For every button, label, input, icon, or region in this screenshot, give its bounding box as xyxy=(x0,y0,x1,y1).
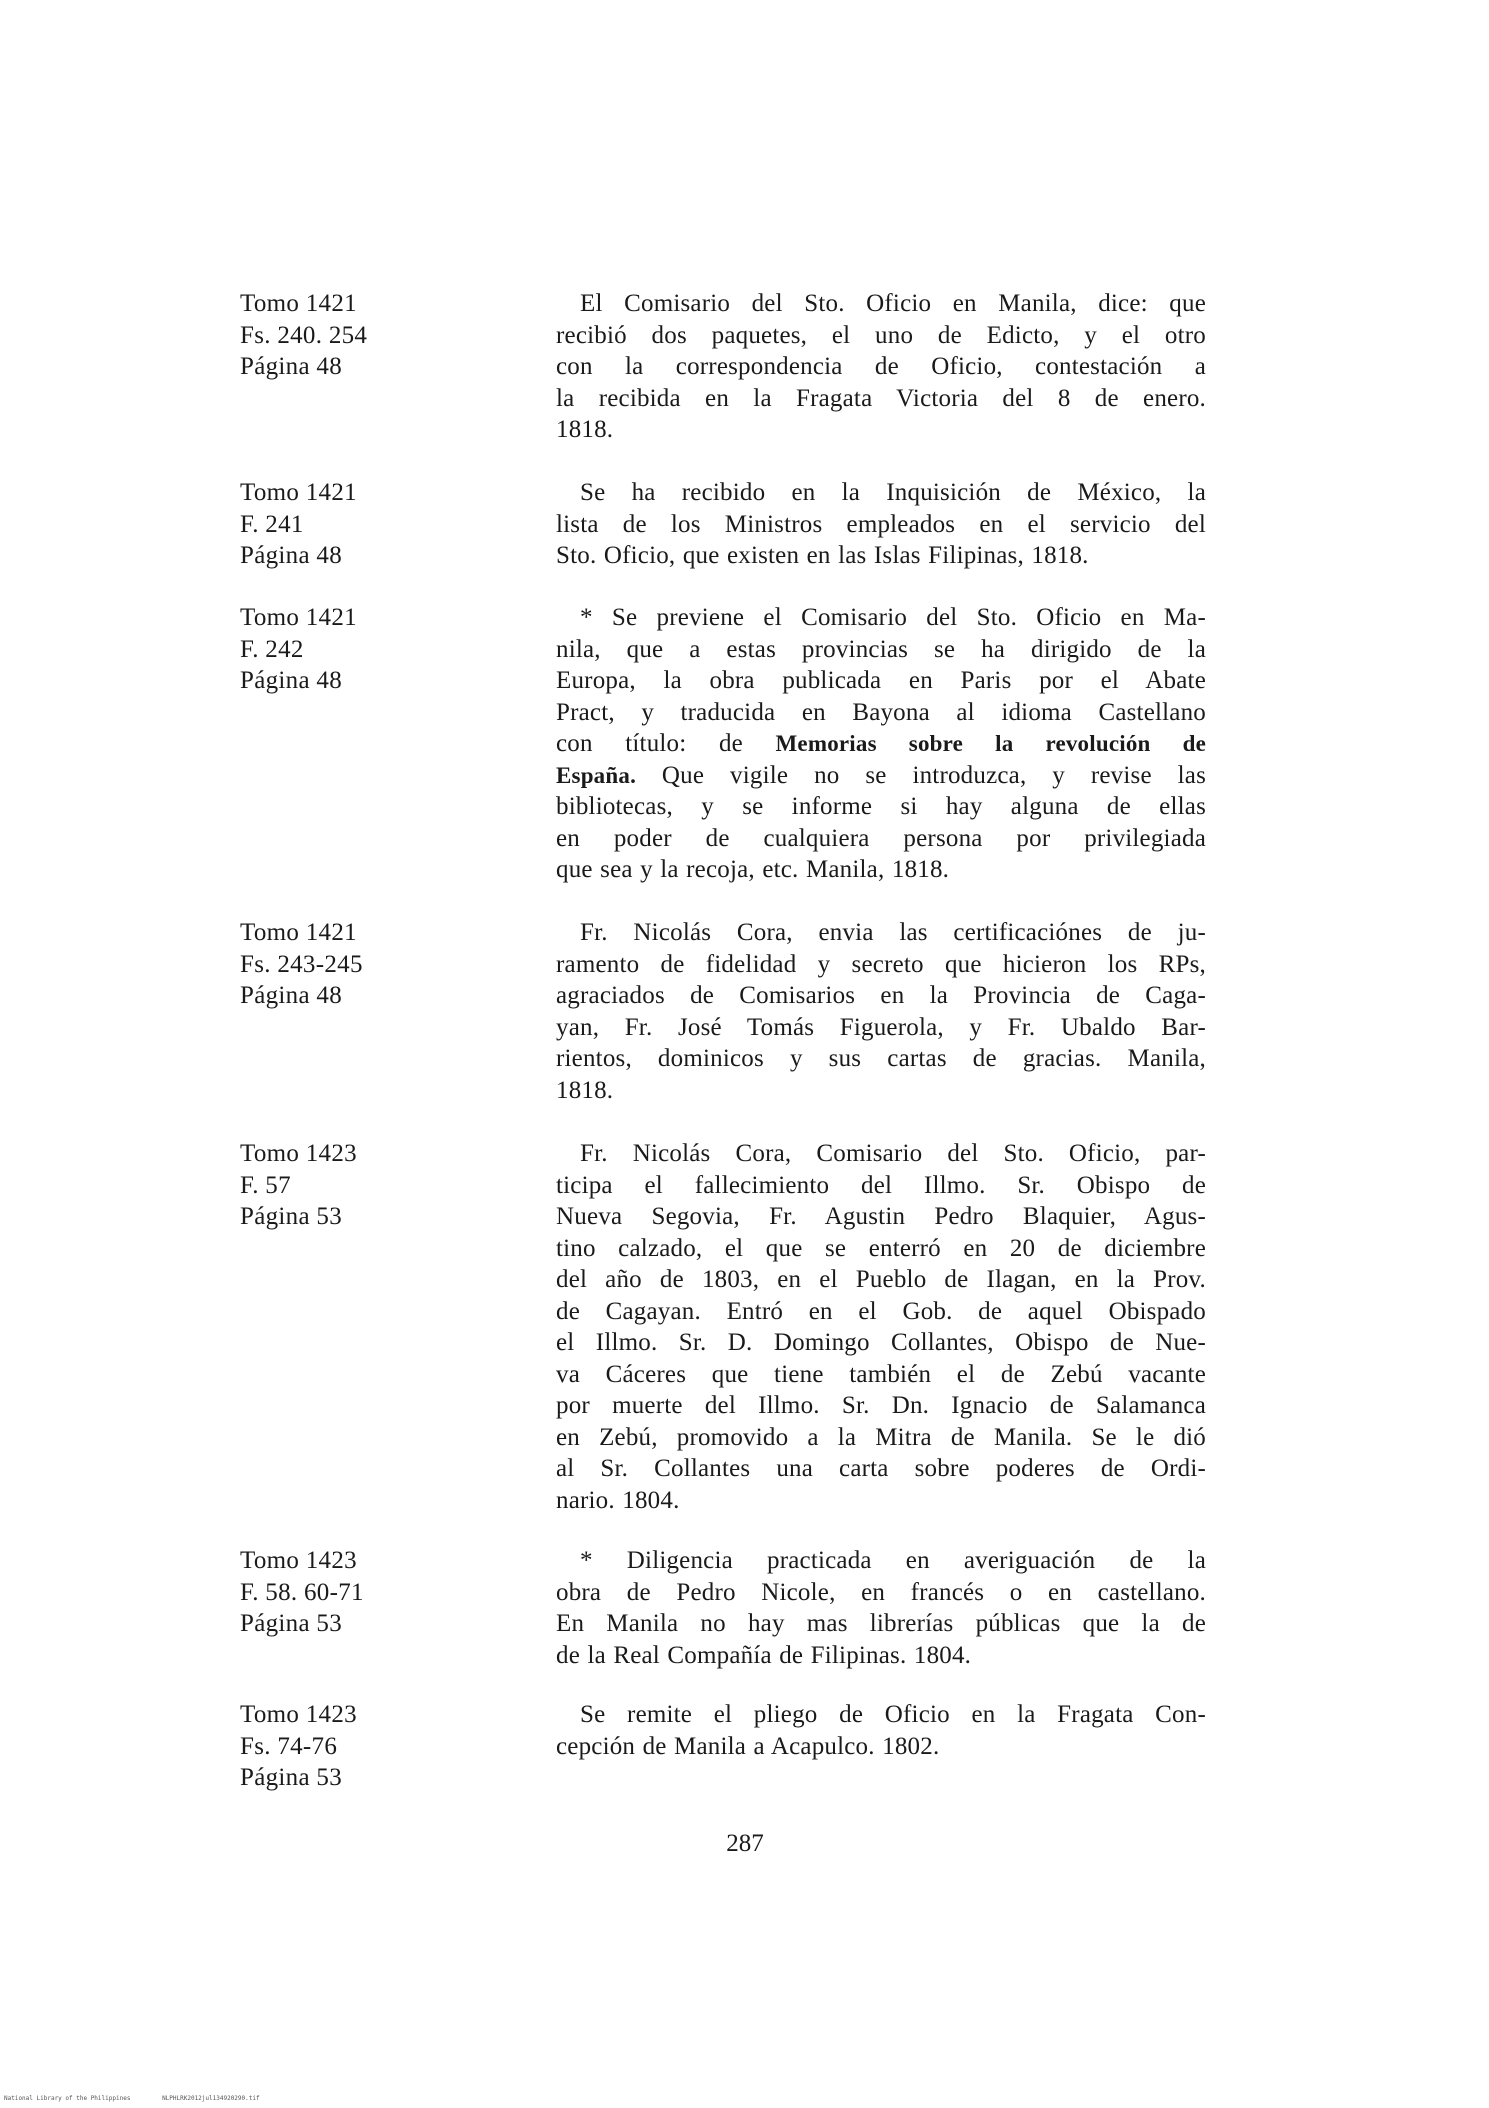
ref-tomo: Tomo 1421 xyxy=(240,479,357,506)
text-line: por muerte del Illmo. Sr. Dn. Ignacio de Salamanca xyxy=(556,1392,1206,1419)
ref-page: Página 48 xyxy=(240,542,342,569)
text-line: Fr. Nicolás Cora, envia las certificaciónes de ju- xyxy=(580,919,1206,946)
book-title-end: España. xyxy=(556,762,637,788)
text-line: en Zebú, promovido a la Mitra de Manila. Se le dió xyxy=(556,1423,1206,1451)
text-line: que sea y la recoja, etc. Manila, 1818. xyxy=(556,856,950,883)
footer-source: National Library of the Philippines xyxy=(4,2095,131,2102)
text-line-with-title xyxy=(556,760,1206,792)
text-line: de la Real Compañía de Filipinas. 1804. xyxy=(556,1641,972,1669)
ref-tomo: Tomo 1421 xyxy=(240,919,357,946)
text-line: de Cagayan. Entró en el Gob. de aquel Obispado xyxy=(556,1297,1206,1325)
text-line: El Comisario del Sto. Oficio en Manila, dice: que xyxy=(580,290,1206,317)
ref-page: Página 53 xyxy=(240,1610,342,1637)
entry-description xyxy=(556,602,1206,886)
footer-filename: NLPHLRK2012jul134920290.tif xyxy=(162,2095,260,2102)
text-line: nario. 1804. xyxy=(556,1486,680,1514)
text-line: Pract, y traducida en Bayona al idioma Castellano xyxy=(556,698,1206,726)
ref-folio: Fs. 240. 254 xyxy=(240,321,368,349)
entry-description xyxy=(556,1138,1206,1516)
text-line: en poder de cualquiera persona por privilegiada xyxy=(556,824,1206,852)
text-line: del año de 1803, en el Pueblo de Ilagan, en la Prov. xyxy=(556,1266,1206,1293)
text-line: cepción de Manila a Acapulco. 1802. xyxy=(556,1732,940,1760)
text-line: 1818. xyxy=(556,1076,614,1104)
text-line: ticipa el fallecimiento del Illmo. Sr. Obispo de xyxy=(556,1171,1206,1199)
text-line: con la correspondencia de Oficio, contestación a xyxy=(556,353,1206,380)
text-line: * Diligencia practicada en averiguación de la xyxy=(580,1547,1206,1574)
book-title: Memorias sobre la revolución de xyxy=(775,731,1206,756)
ref-page: Página 53 xyxy=(240,1203,342,1230)
ref-tomo: Tomo 1423 xyxy=(240,1547,357,1574)
text-line: Europa, la obra publicada en Paris por el Abate xyxy=(556,667,1206,694)
text-line: Se ha recibido en la Inquisición de México, la xyxy=(580,479,1206,506)
page-number: 287 xyxy=(726,1830,764,1857)
archive-reference xyxy=(240,1699,470,1794)
ref-tomo: Tomo 1423 xyxy=(240,1701,357,1728)
text-line: obra de Pedro Nicole, en francés o en castellano. xyxy=(556,1578,1206,1606)
text-line: yan, Fr. José Tomás Figuerola, y Fr. Ubaldo Bar- xyxy=(556,1013,1206,1041)
scan-footer xyxy=(4,2095,288,2102)
text-fragment: Que vigile no se introduzca, y revise las xyxy=(661,761,1207,789)
ref-tomo: Tomo 1423 xyxy=(240,1140,357,1167)
ref-tomo: Tomo 1421 xyxy=(240,290,357,317)
ref-folio: F. 58. 60-71 xyxy=(240,1578,364,1606)
entry-description xyxy=(556,917,1206,1106)
archive-reference xyxy=(240,288,470,383)
ref-folio: F. 57 xyxy=(240,1171,291,1199)
text-line: lista de los Ministros empleados en el servicio del xyxy=(556,510,1206,538)
text-line: tino calzado, el que se enterró en 20 de diciembre xyxy=(556,1234,1206,1262)
ref-folio: Fs. 243-245 xyxy=(240,950,363,978)
text-line-with-title xyxy=(556,728,1206,760)
ref-page: Página 48 xyxy=(240,353,342,380)
text-line: 1818. xyxy=(556,416,614,443)
ref-folio: F. 241 xyxy=(240,510,304,538)
ref-folio: Fs. 74-76 xyxy=(240,1732,338,1760)
text-line: al Sr. Collantes una carta sobre poderes de Ordi- xyxy=(556,1455,1206,1482)
text-fragment: con título: de xyxy=(556,730,743,757)
entry-description xyxy=(556,477,1206,572)
ref-page: Página 48 xyxy=(240,982,342,1009)
text-line: Se remite el pliego de Oficio en la Fragata Con- xyxy=(580,1701,1206,1728)
text-line: Fr. Nicolás Cora, Comisario del Sto. Oficio, par- xyxy=(580,1140,1206,1167)
text-line: * Se previene el Comisario del Sto. Oficio en Ma- xyxy=(580,604,1206,631)
ref-folio: F. 242 xyxy=(240,635,304,663)
archive-reference xyxy=(240,917,470,1012)
text-line: agraciados de Comisarios en la Provincia de Caga- xyxy=(556,982,1206,1009)
ref-tomo: Tomo 1421 xyxy=(240,604,357,631)
archive-reference xyxy=(240,1138,470,1233)
archive-reference xyxy=(240,1545,470,1640)
text-line: Sto. Oficio, que existen en las Islas Filipinas, 1818. xyxy=(556,542,1089,569)
text-line: recibió dos paquetes, el uno de Edicto, y el otro xyxy=(556,321,1206,349)
archive-reference xyxy=(240,477,470,572)
text-line: ramento de fidelidad y secreto que hicieron los RPs, xyxy=(556,950,1206,978)
text-line: Nueva Segovia, Fr. Agustin Pedro Blaquier, Agus- xyxy=(556,1203,1206,1230)
text-line: el Illmo. Sr. D. Domingo Collantes, Obispo de Nue- xyxy=(556,1329,1206,1356)
text-line: bibliotecas, y se informe si hay alguna de ellas xyxy=(556,793,1206,820)
text-line: nila, que a estas provincias se ha dirigido de la xyxy=(556,635,1206,663)
text-line: va Cáceres que tiene también el de Zebú vacante xyxy=(556,1360,1206,1388)
text-line: En Manila no hay mas librerías públicas que la de xyxy=(556,1610,1206,1637)
ref-page: Página 48 xyxy=(240,667,342,694)
text-line: rientos, dominicos y sus cartas de gracias. Manila, xyxy=(556,1045,1206,1072)
ref-page: Página 53 xyxy=(240,1764,342,1791)
entry-description xyxy=(556,1545,1206,1671)
entry-description xyxy=(556,288,1206,446)
text-line: la recibida en la Fragata Victoria del 8 de enero. xyxy=(556,384,1206,412)
entry-description xyxy=(556,1699,1206,1762)
archive-reference xyxy=(240,602,470,697)
